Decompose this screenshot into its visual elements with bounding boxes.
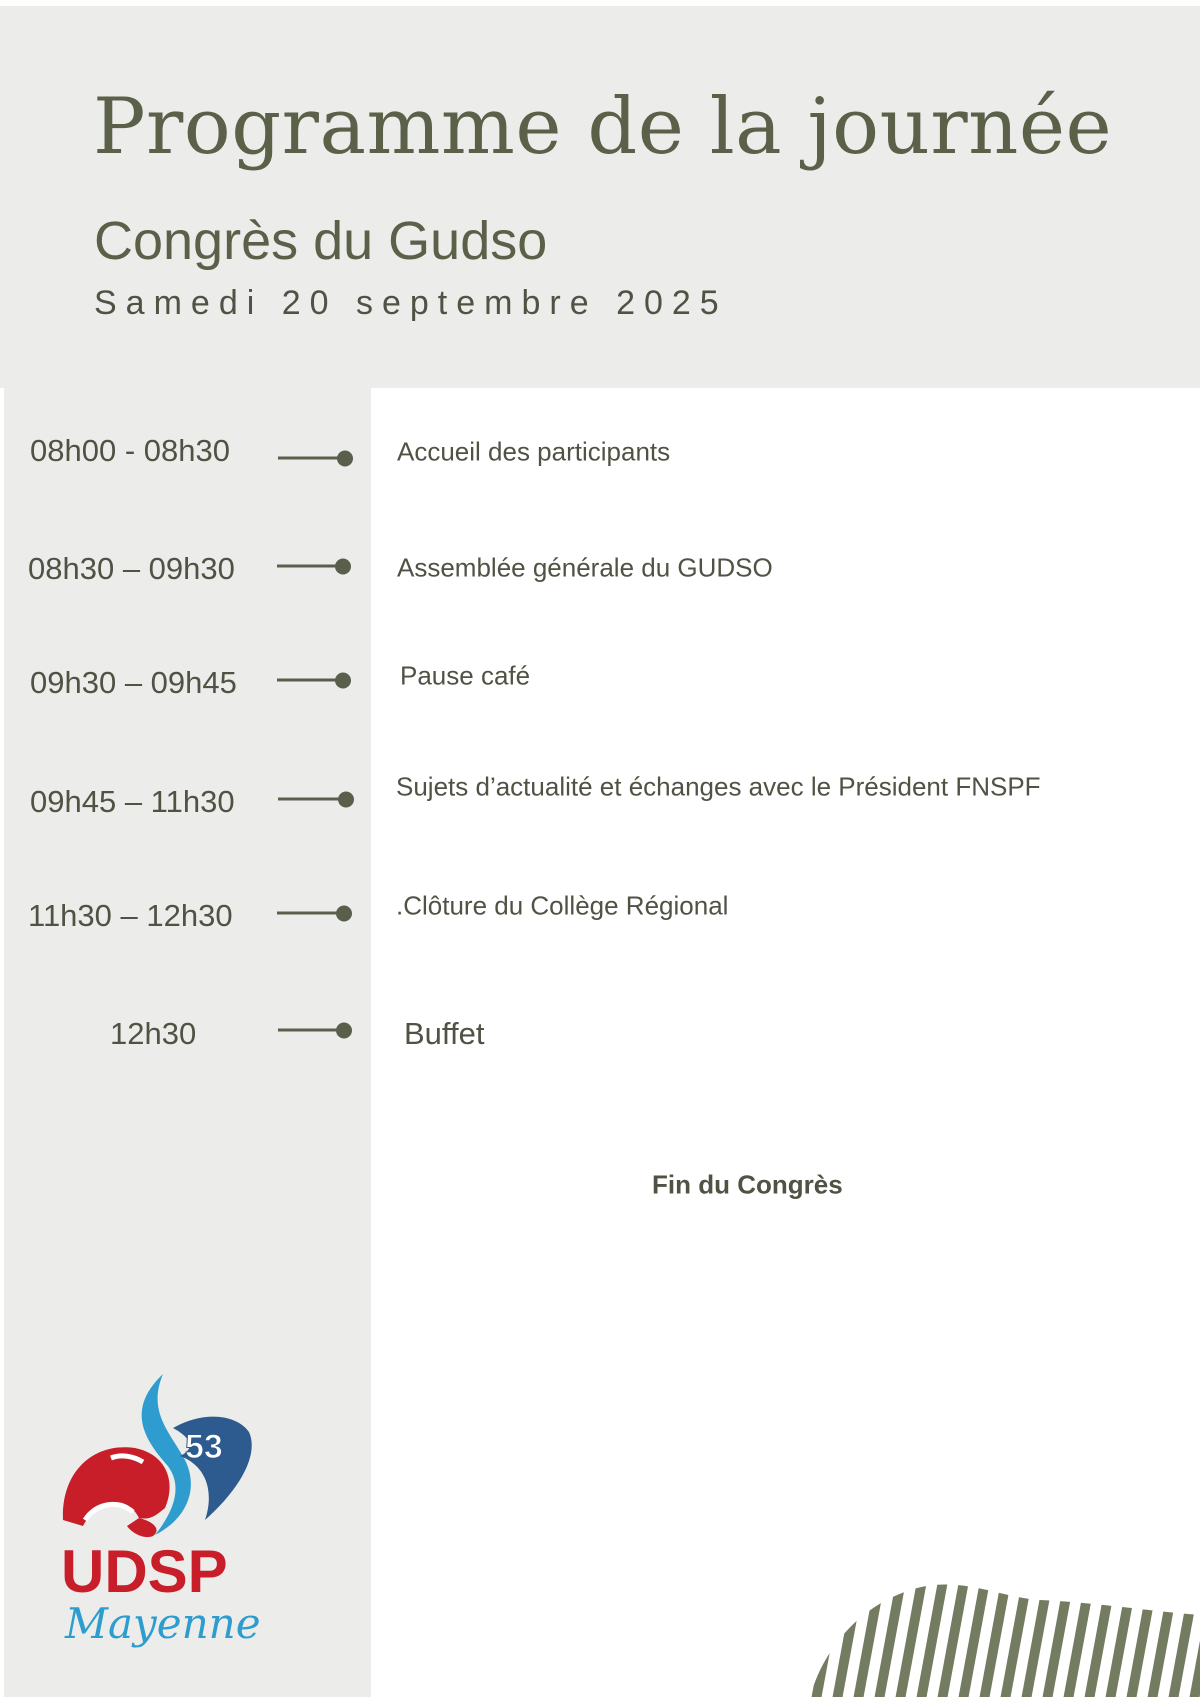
timeline-connector bbox=[277, 912, 344, 915]
page-title: Programme de la journée bbox=[93, 82, 1113, 172]
timeline-dot bbox=[337, 450, 353, 466]
schedule-activity: Pause café bbox=[400, 660, 531, 691]
schedule-time: 08h00 - 08h30 bbox=[30, 433, 230, 468]
timeline-dot bbox=[336, 1022, 352, 1038]
event-subtitle: Congrès du Gudso bbox=[94, 211, 548, 271]
udsp-mayenne-logo bbox=[55, 1370, 265, 1660]
schedule-time: 09h45 – 11h30 bbox=[30, 784, 235, 819]
helmet-icon bbox=[63, 1447, 170, 1526]
schedule-activity: Assemblée générale du GUDSO bbox=[397, 552, 773, 583]
stripe bbox=[1189, 1570, 1200, 1697]
timeline-connector bbox=[277, 679, 343, 682]
schedule-activity: Buffet bbox=[404, 1016, 485, 1051]
logo-name: UDSP bbox=[61, 1538, 228, 1605]
schedule-time: 08h30 – 09h30 bbox=[28, 551, 235, 586]
schedule-time: 09h30 – 09h45 bbox=[30, 665, 237, 700]
header-panel bbox=[0, 6, 1200, 388]
timeline-dot bbox=[335, 672, 351, 688]
decorative-stripes bbox=[810, 1570, 1200, 1697]
logo-region: Mayenne bbox=[65, 1599, 261, 1648]
timeline-connector bbox=[277, 565, 343, 568]
timeline-connector bbox=[278, 798, 346, 801]
schedule-time: 12h30 bbox=[110, 1016, 197, 1051]
chinstrap-shape bbox=[127, 1518, 157, 1537]
logo-number: 53 bbox=[185, 1428, 223, 1466]
schedule-activity: .Clôture du Collège Régional bbox=[396, 890, 729, 921]
timeline-dot bbox=[338, 791, 354, 807]
timeline-dot bbox=[336, 905, 352, 921]
timeline-dot bbox=[335, 558, 351, 574]
timeline-connector bbox=[278, 1029, 344, 1032]
closing-note: Fin du Congrès bbox=[652, 1169, 843, 1200]
timeline-connector bbox=[278, 457, 345, 460]
event-date: Samedi 20 septembre 2025 bbox=[94, 284, 728, 322]
stripe-group bbox=[810, 1570, 1200, 1697]
schedule-activity: Accueil des participants bbox=[397, 436, 671, 467]
schedule-time: 11h30 – 12h30 bbox=[28, 898, 233, 933]
schedule-activity: Sujets d’actualité et échanges avec le Président FNSPF bbox=[396, 771, 1041, 802]
